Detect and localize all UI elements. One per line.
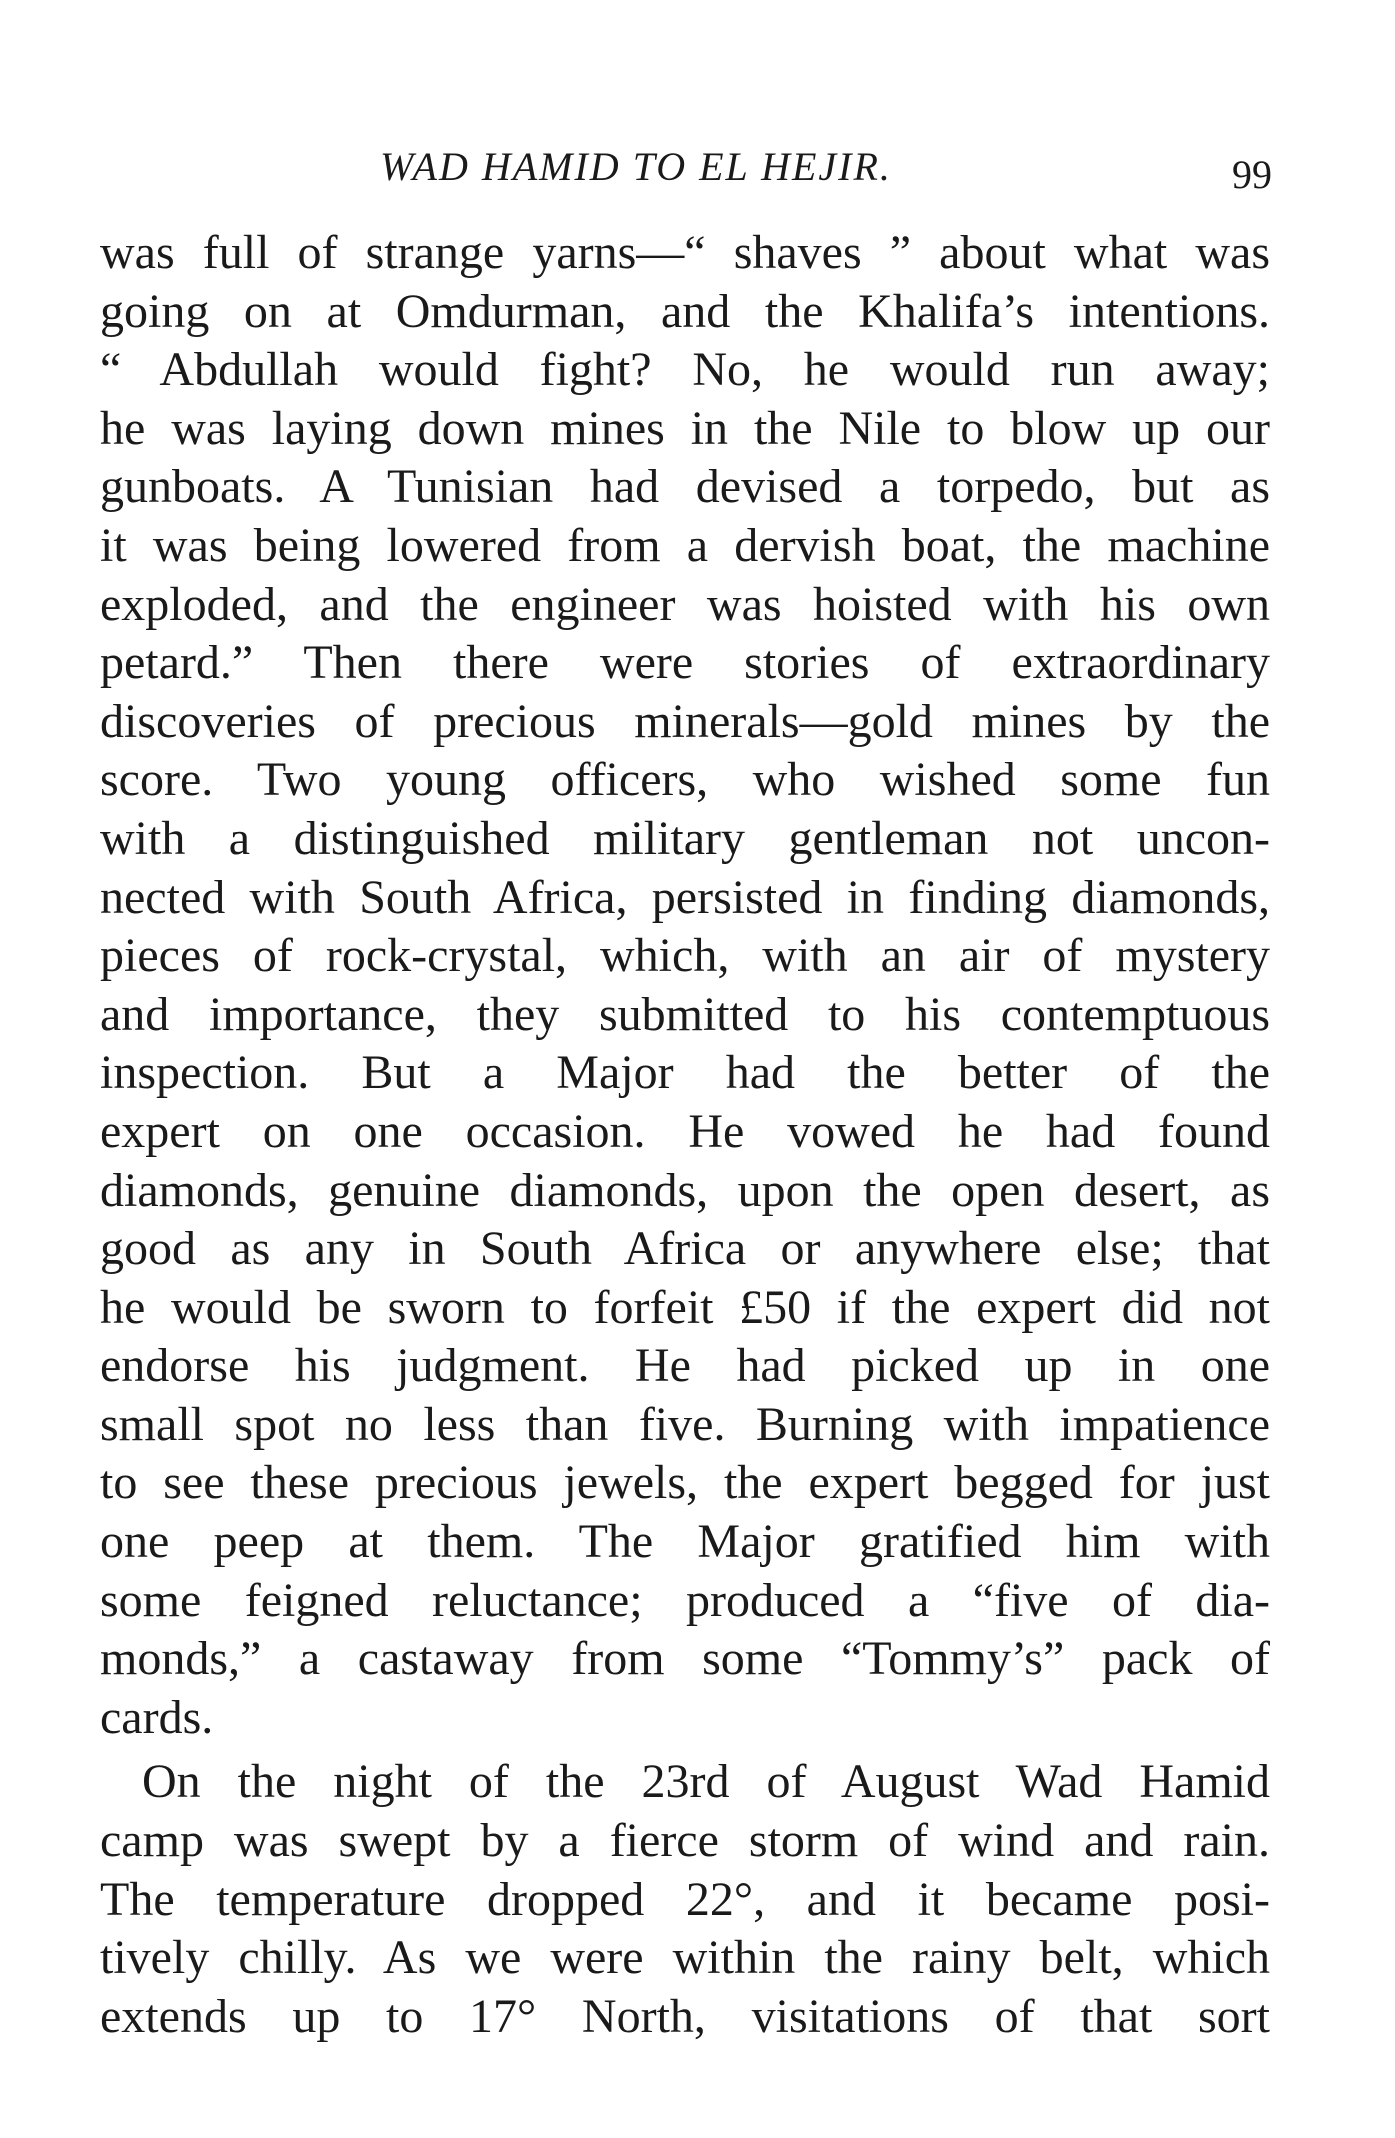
- text-line: “ Abdullah would fight? No, he would run away;: [100, 343, 1270, 397]
- text-line: and importance, they submitted to his contemptuous: [100, 987, 1270, 1041]
- text-line: petard.” Then there were stories of extraordinary: [100, 636, 1270, 690]
- text-line: was full of strange yarns—“ shaves ” about what was: [100, 226, 1270, 279]
- text-line: camp was swept by a fierce storm of wind and rain.: [100, 1814, 1270, 1868]
- text-line: score. Two young officers, who wished some fun: [100, 753, 1270, 807]
- text-line: The temperature dropped 22°, and it became posi-: [100, 1872, 1270, 1926]
- paragraph-1: [100, 224, 1270, 1747]
- text-line: with a distinguished military gentleman not uncon-: [100, 811, 1270, 865]
- text-line: he would be sworn to forfeit £50 if the expert did not: [100, 1280, 1270, 1334]
- page-number: 99: [1232, 152, 1272, 197]
- text-line: inspection. But a Major had the better of the: [100, 1046, 1270, 1100]
- text-line: discoveries of precious minerals—gold mines by the: [100, 694, 1270, 748]
- text-line: On the night of the 23rd of August Wad Hamid: [142, 1755, 1270, 1809]
- text-line: pieces of rock-crystal, which, with an air of mystery: [100, 929, 1270, 983]
- text-line: one peep at them. The Major gratified him with: [100, 1515, 1270, 1569]
- text-line: some feigned reluctance; produced a “five of dia-: [100, 1573, 1270, 1627]
- text-line: expert on one occasion. He vowed he had found: [100, 1104, 1270, 1158]
- text-line: good as any in South Africa or anywhere else; that: [100, 1222, 1270, 1276]
- text-line: small spot no less than five. Burning with impatience: [100, 1397, 1270, 1451]
- text-line: endorse his judgment. He had picked up in one: [100, 1339, 1270, 1393]
- text-line: he was laying down mines in the Nile to blow up our: [100, 401, 1270, 455]
- body-text: [100, 224, 1270, 2046]
- text-line: diamonds, genuine diamonds, upon the open desert, as: [100, 1163, 1270, 1217]
- text-line: to see these precious jewels, the expert begged for just: [100, 1456, 1270, 1510]
- running-head: [0, 142, 1395, 197]
- text-line: exploded, and the engineer was hoisted with his own: [100, 577, 1270, 631]
- running-title: WAD HAMID TO EL HEJIR.: [380, 144, 892, 189]
- text-line: going on at Omdurman, and the Khalifa’s intentions.: [100, 284, 1270, 338]
- text-line: it was being lowered from a dervish boat, the machine: [100, 518, 1270, 572]
- text-line: gunboats. A Tunisian had devised a torpedo, but as: [100, 460, 1270, 514]
- text-line: monds,” a castaway from some “Tommy’s” pack of: [100, 1632, 1270, 1686]
- text-line: nected with South Africa, persisted in finding diamonds,: [100, 870, 1270, 924]
- text-line: extends up to 17° North, visitations of that sort: [100, 1989, 1270, 2043]
- paragraph-2: [100, 1753, 1270, 2046]
- text-line: tively chilly. As we were within the rainy belt, which: [100, 1931, 1270, 1985]
- text-line: cards.: [100, 1690, 214, 1744]
